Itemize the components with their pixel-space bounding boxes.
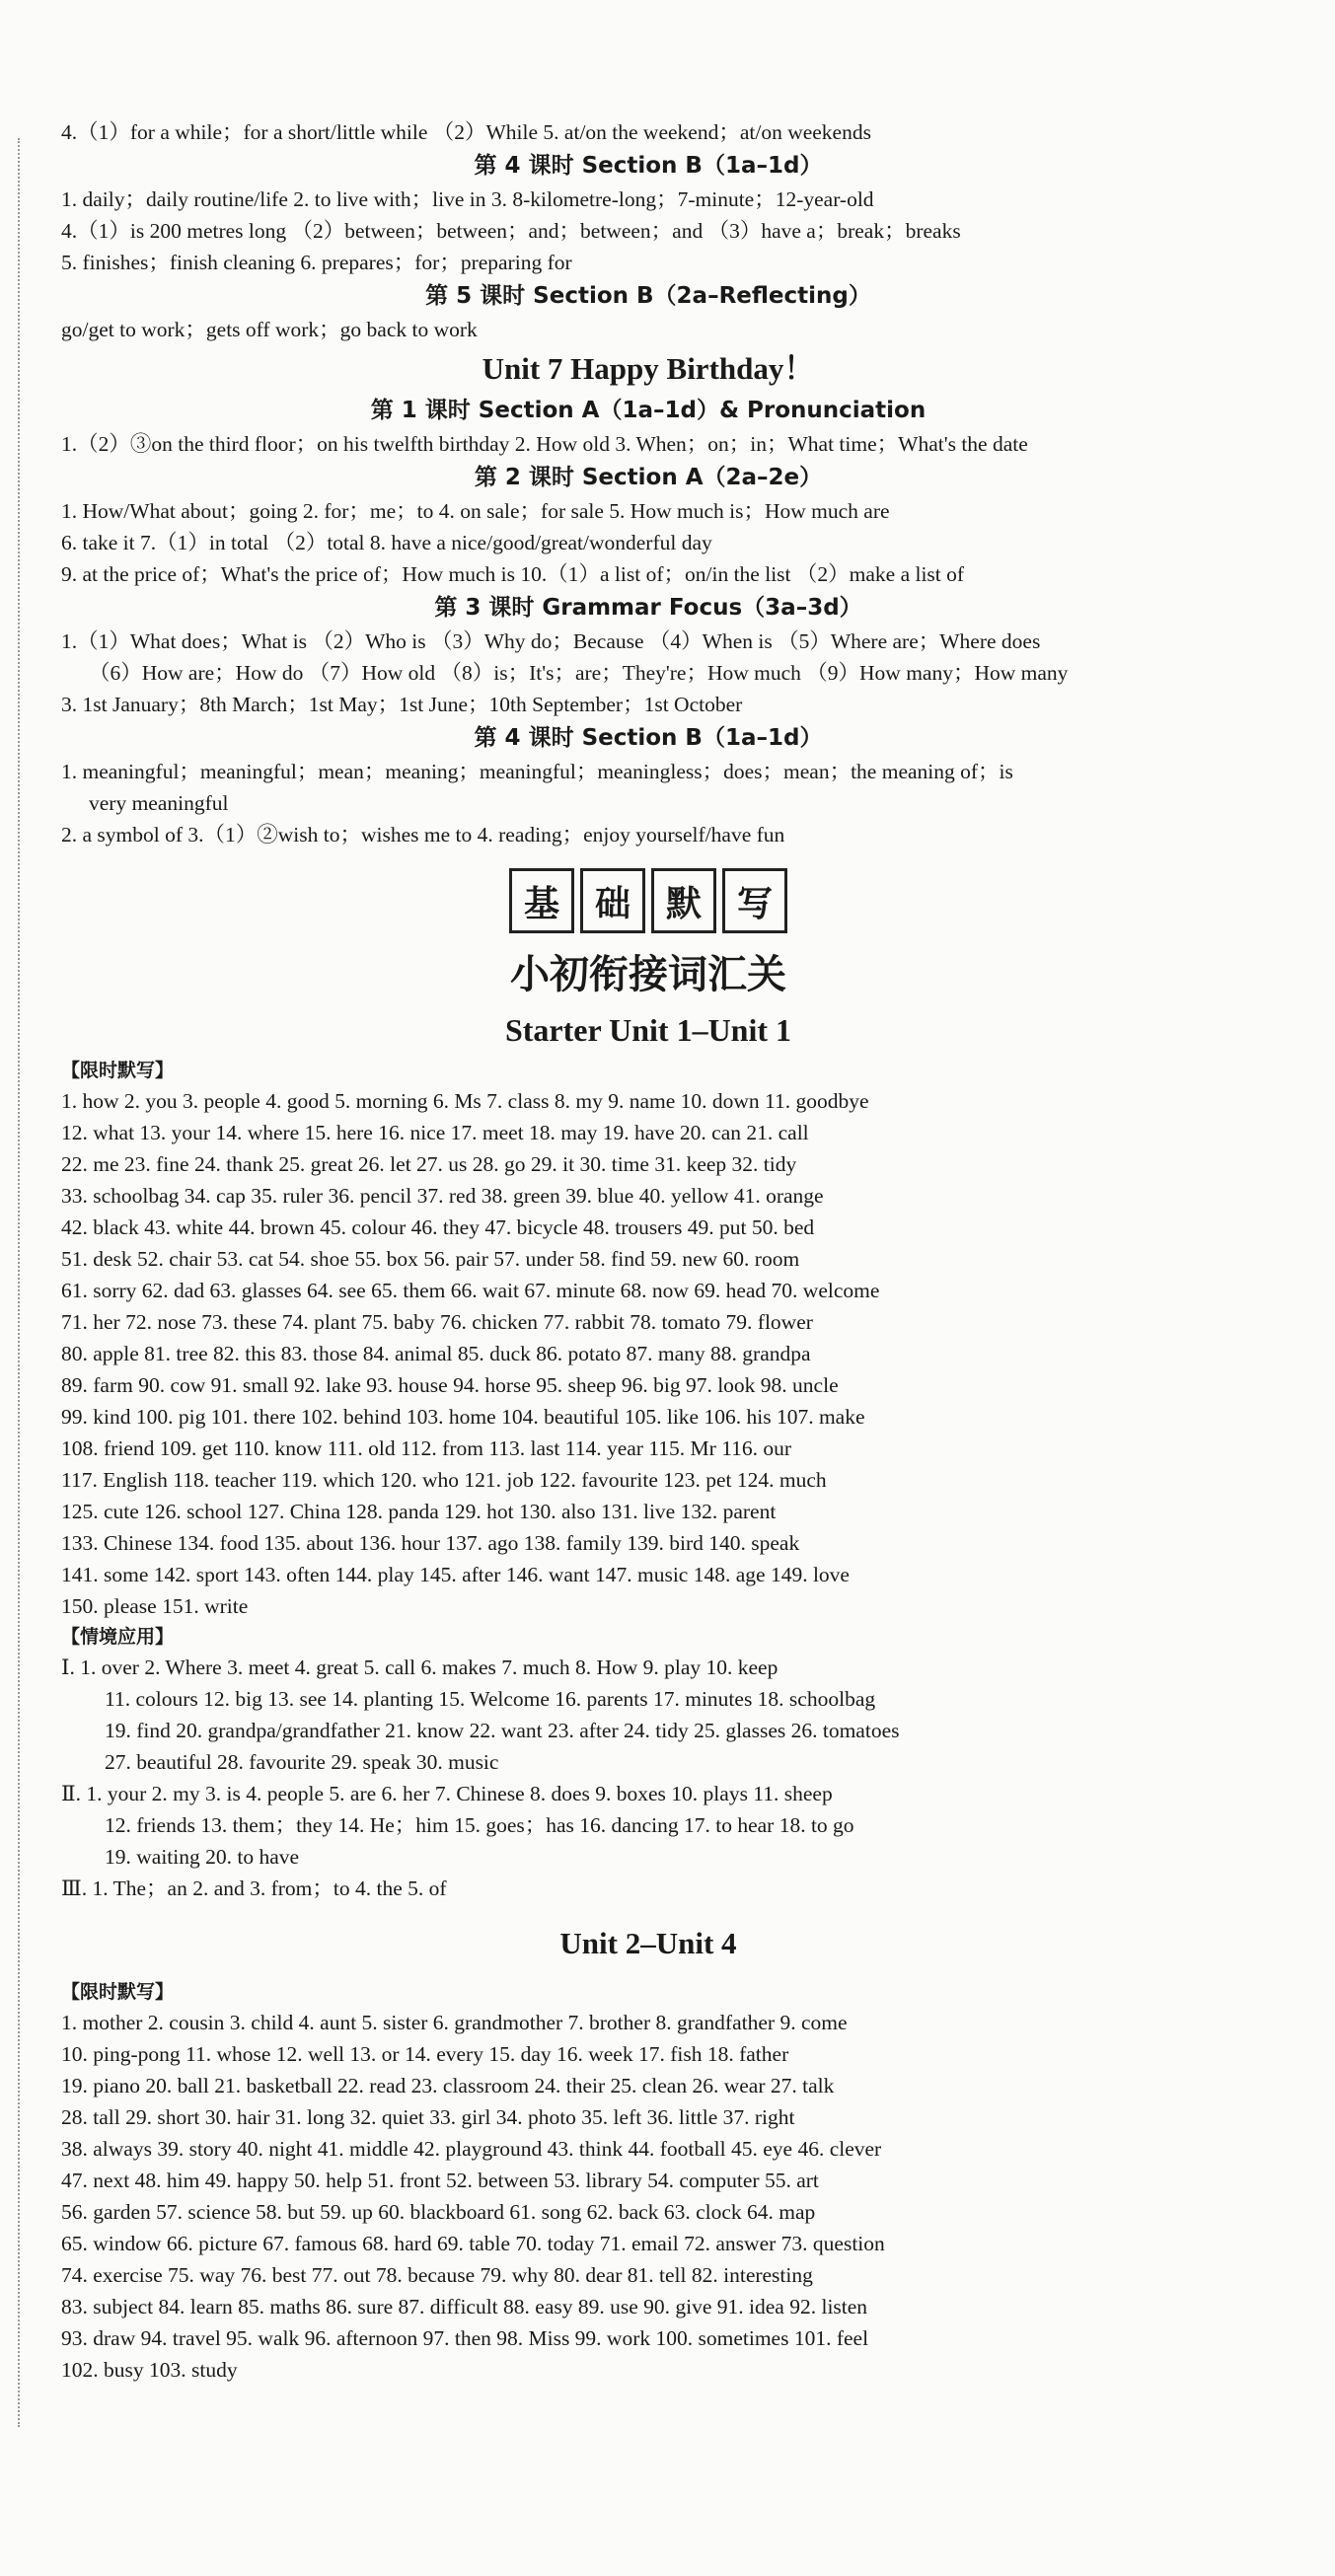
vocab-line: 12. what 13. your 14. where 15. here 16. nice 17. meet 18. may 19. have 20. can 21. call bbox=[61, 1121, 809, 1144]
banner-char: 默 bbox=[651, 868, 716, 933]
vocab-line: 141. some 142. sport 143. often 144. play 145. after 146. want 147. music 148. age 149. love bbox=[61, 1563, 850, 1586]
vocab-line: 83. subject 84. learn 85. maths 86. sure 87. difficult 88. easy 89. use 90. give 91. idea 92. listen bbox=[61, 2295, 868, 2318]
answer-line: 1. daily；daily routine/life 2. to live with；live in 3. 8-kilometre-long；7-minute；12-year-old bbox=[61, 187, 874, 211]
application-line: 19. find 20. grandpa/grandfather 21. know 22. want 23. after 24. tidy 25. glasses 26. tomatoes bbox=[105, 1719, 900, 1742]
banner-boxes bbox=[61, 868, 1235, 933]
vocab-list bbox=[61, 1085, 1235, 1622]
unit6-block bbox=[61, 116, 1235, 345]
banner-char: 写 bbox=[722, 868, 787, 933]
answer-line: 5. finishes；finish cleaning 6. prepares；for；preparing for bbox=[61, 251, 572, 274]
vocab-line: 102. busy 103. study bbox=[61, 2358, 238, 2382]
vocab-line: 89. farm 90. cow 91. small 92. lake 93. house 94. horse 95. sheep 96. big 97. look 98. uncle bbox=[61, 1373, 839, 1397]
banner-char: 基 bbox=[509, 868, 574, 933]
application-line: 12. friends 13. them；they 14. He；him 15. goes；has 16. dancing 17. to hear 18. to go bbox=[105, 1813, 854, 1837]
vocab-line: 65. window 66. picture 67. famous 68. hard 69. table 70. today 71. email 72. answer 73. question bbox=[61, 2232, 885, 2255]
lesson-heading: 第 4 课时 Section B（1a–1d） bbox=[474, 725, 823, 751]
application-list bbox=[61, 1652, 1235, 1904]
answer-line: （6）How are；How do （7）How old （8）is；It's；are；They're；How much （9）How many；How many bbox=[89, 661, 1069, 685]
vocab-line: 28. tall 29. short 30. hair 31. long 32. quiet 33. girl 34. photo 35. left 36. little 37. right bbox=[61, 2105, 795, 2129]
section-tag: 【限时默写】 bbox=[61, 1981, 175, 2003]
unit7-block bbox=[61, 345, 1235, 850]
vocab-line: 1. how 2. you 3. people 4. good 5. morning 6. Ms 7. class 8. my 9. name 10. down 11. goodbye bbox=[61, 1089, 869, 1113]
answer-line: 1. meaningful；meaningful；mean；meaning；meaningful；meaningless；does；mean；the meaning of；is bbox=[61, 760, 1013, 783]
vocab-line: 33. schoolbag 34. cap 35. ruler 36. pencil 37. red 38. green 39. blue 40. yellow 41. orange bbox=[61, 1184, 824, 1208]
vocab-line: 51. desk 52. chair 53. cat 54. shoe 55. box 56. pair 57. under 58. find 59. new 60. room bbox=[61, 1247, 800, 1271]
answer-line: 1.（2）③on the third floor；on his twelfth birthday 2. How old 3. When；on；in；What time；What's the date bbox=[61, 432, 1028, 456]
unit-title: Starter Unit 1–Unit 1 bbox=[504, 1012, 792, 1048]
application-line: Ⅱ. 1. your 2. my 3. is 4. people 5. are 6. her 7. Chinese 8. does 9. boxes 10. plays 11. sheep bbox=[61, 1782, 833, 1805]
answer-line: 1. How/What about；going 2. for；me；to 4. on sale；for sale 5. How much is；How much are bbox=[61, 499, 890, 523]
section-title: 小初衔接词汇关 bbox=[510, 952, 786, 997]
application-line: Ⅲ. 1. The；an 2. and 3. from；to 4. the 5. of bbox=[61, 1877, 447, 1900]
application-line: 11. colours 12. big 13. see 14. planting 15. Welcome 16. parents 17. minutes 18. schoolbag bbox=[105, 1687, 876, 1711]
vocab-line: 22. me 23. fine 24. thank 25. great 26. let 27. us 28. go 29. it 30. time 31. keep 32. tidy bbox=[61, 1152, 797, 1176]
vocab-line: 133. Chinese 134. food 135. about 136. hour 137. ago 138. family 139. bird 140. speak bbox=[61, 1531, 800, 1555]
vocab-line: 38. always 39. story 40. night 41. middle 42. playground 43. think 44. football 45. eye 46. clever bbox=[61, 2137, 882, 2161]
answer-line: 3. 1st January；8th March；1st May；1st June；10th September；1st October bbox=[61, 693, 743, 716]
vocab-line: 10. ping-pong 11. whose 12. well 13. or 14. every 15. day 16. week 17. fish 18. father bbox=[61, 2042, 789, 2066]
answer-line: very meaningful bbox=[89, 791, 229, 815]
answer-line: go/get to work；gets off work；go back to work bbox=[61, 318, 478, 341]
starter-block bbox=[61, 1004, 1235, 1904]
unit-title: Unit 7 Happy Birthday！ bbox=[482, 351, 815, 386]
lesson-heading: 第 5 课时 Section B（2a–Reflecting） bbox=[425, 283, 871, 309]
answer-line: 9. at the price of；What's the price of；How much is 10.（1）a list of；on/in the list （2）make a list of bbox=[61, 562, 965, 586]
vocab-line: 47. next 48. him 49. happy 50. help 51. front 52. between 53. library 54. computer 55. art bbox=[61, 2169, 819, 2192]
answer-line: 4.（1）for a while；for a short/little while （2）While 5. at/on the weekend；at/on weekends bbox=[61, 120, 871, 144]
answer-line: 1.（1）What does；What is （2）Who is （3）Why do；Because （4）When is （5）Where are；Where does bbox=[61, 629, 1041, 653]
unit2-4-block bbox=[61, 1920, 1235, 2386]
vocab-line: 71. her 72. nose 73. these 74. plant 75. baby 76. chicken 77. rabbit 78. tomato 79. flower bbox=[61, 1310, 813, 1334]
answer-line: 4.（1）is 200 metres long （2）between；between；and；between；and （3）have a；break；breaks bbox=[61, 219, 961, 243]
vocab-line: 99. kind 100. pig 101. there 102. behind 103. home 104. beautiful 105. like 106. his 107. make bbox=[61, 1405, 865, 1429]
vocab-line: 80. apple 81. tree 82. this 83. those 84. animal 85. duck 86. potato 87. many 88. grandpa bbox=[61, 1342, 811, 1365]
vocab-line: 61. sorry 62. dad 63. glasses 64. see 65. them 66. wait 67. minute 68. now 69. head 70. welcome bbox=[61, 1279, 880, 1302]
vocab-line: 56. garden 57. science 58. but 59. up 60. blackboard 61. song 62. back 63. clock 64. map bbox=[61, 2200, 816, 2224]
vocab-line: 42. black 43. white 44. brown 45. colour 46. they 47. bicycle 48. trousers 49. put 50. bed bbox=[61, 1215, 815, 1239]
vocab-line: 117. English 118. teacher 119. which 120. who 121. job 122. favourite 123. pet 124. much bbox=[61, 1468, 827, 1492]
lesson-heading: 第 4 课时 Section B（1a–1d） bbox=[474, 153, 823, 179]
vocab-line: 150. please 151. write bbox=[61, 1594, 249, 1618]
vocab-line: 19. piano 20. ball 21. basketball 22. read 23. classroom 24. their 25. clean 26. wear 27. talk bbox=[61, 2074, 835, 2098]
application-line: 19. waiting 20. to have bbox=[105, 1845, 300, 1869]
answer-line: 6. take it 7.（1）in total （2）total 8. have a nice/good/great/wonderful day bbox=[61, 531, 712, 554]
lesson-heading: 第 1 课时 Section A（1a–1d）& Pronunciation bbox=[370, 398, 927, 423]
application-line: 27. beautiful 28. favourite 29. speak 30. music bbox=[105, 1750, 499, 1774]
answer-line: 2. a symbol of 3.（1）②wish to；wishes me to 4. reading；enjoy yourself/have fun bbox=[61, 823, 785, 846]
section-tag: 【限时默写】 bbox=[61, 1060, 175, 1081]
vocab-line: 93. draw 94. travel 95. walk 96. afternoon 97. then 98. Miss 99. work 100. sometimes 101. feel bbox=[61, 2326, 869, 2350]
section-tag: 【情境应用】 bbox=[61, 1626, 175, 1648]
binding-edge-dots bbox=[18, 138, 20, 2427]
lesson-heading: 第 3 课时 Grammar Focus（3a–3d） bbox=[434, 595, 862, 621]
banner-char: 础 bbox=[580, 868, 645, 933]
unit-title: Unit 2–Unit 4 bbox=[559, 1926, 737, 1960]
vocab-list bbox=[61, 2007, 1235, 2386]
vocab-line: 1. mother 2. cousin 3. child 4. aunt 5. sister 6. grandmother 7. brother 8. grandfather 9. come bbox=[61, 2011, 848, 2034]
vocab-line: 74. exercise 75. way 76. best 77. out 78. because 79. why 80. dear 81. tell 82. interesting bbox=[61, 2263, 813, 2287]
vocab-line: 108. friend 109. get 110. know 111. old 112. from 113. last 114. year 115. Mr 116. our bbox=[61, 1436, 792, 1460]
answer-page bbox=[61, 116, 1235, 2386]
lesson-heading: 第 2 课时 Section A（2a–2e） bbox=[474, 465, 823, 490]
vocab-line: 125. cute 126. school 127. China 128. panda 129. hot 130. also 131. live 132. parent bbox=[61, 1500, 777, 1523]
application-line: Ⅰ. 1. over 2. Where 3. meet 4. great 5. call 6. makes 7. much 8. How 9. play 10. keep bbox=[61, 1656, 779, 1679]
